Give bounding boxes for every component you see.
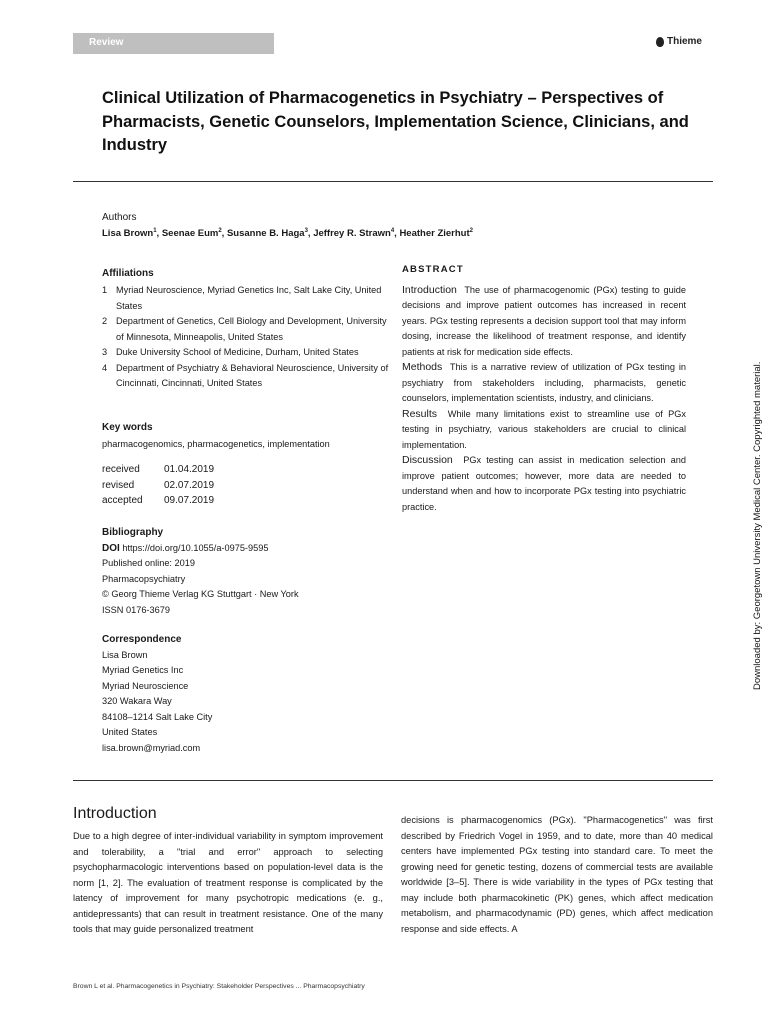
journal-name: Pharmacopsychiatry [102, 573, 186, 584]
date-value: 01.04.2019 [164, 464, 215, 475]
introduction-heading: Introduction [73, 805, 157, 822]
date-label: revised [102, 479, 135, 491]
section-label: Review [89, 37, 124, 48]
publisher-logo [656, 36, 702, 47]
abstract-divider [73, 780, 713, 781]
doi-label: DOI [102, 542, 120, 554]
introduction-text-left: Due to a high degree of inter-individual variability in symptom improvement and tolerability, a "trial and error" approach to selecting psychopharmacologic interventions based on population-level data is the norm [1, 2]. The evaluation of treatment response is complicated by the latency of improvement for many psychotropic medications (e. g., antidepressants) that can result in treatment resistance. One of the many tools that may guide personalized treatment [73, 831, 383, 934]
correspondence-line: United States [102, 727, 158, 737]
abstract-section-label: Discussion [402, 454, 453, 466]
abstract-block [402, 262, 686, 515]
abstract-section [402, 360, 686, 407]
date-row [102, 478, 214, 494]
affiliation-item [102, 361, 392, 392]
correspondence-line: Lisa Brown [102, 649, 148, 660]
correspondence-line: 84108–1214 Salt Lake City [102, 711, 213, 722]
doi-link[interactable]: https://doi.org/10.1055/a-0975-9595 [122, 542, 269, 553]
abstract-section-text: PGx testing can assist in medication selection and improve patient outcomes; however, more data are needed to understand when and how to incorporate PGx testing into psychiatric practice. [402, 455, 686, 512]
thieme-logo-icon [656, 37, 664, 47]
abstract-section-text: This is a narrative review of utilization of PGx testing in psychiatry from stakeholders including, pharmacists, genetic counselors, implementation scientists, industry, and clinicians. [402, 362, 686, 403]
correspondence-line: Myriad Neuroscience [102, 680, 189, 691]
affiliation-text: Myriad Neuroscience, Myriad Genetics Inc, Salt Lake City, United States [116, 285, 382, 311]
issn-line: ISSN 0176-3679 [102, 604, 170, 615]
abstract-section-label: Methods [402, 361, 443, 373]
correspondence-block [102, 632, 212, 756]
bibliography-heading: Bibliography [102, 527, 164, 538]
affiliation-number: 3 [102, 347, 108, 357]
date-value: 09.07.2019 [164, 495, 215, 506]
correspondence-line: Myriad Genetics Inc [102, 665, 184, 675]
abstract-section [402, 407, 686, 454]
keywords-heading: Key words [102, 422, 153, 433]
date-row [102, 462, 214, 478]
page-footer: Brown L et al. Pharmacogenetics in Psychiatry: Stakeholder Perspectives ... Pharmacopsychiatry [73, 983, 365, 990]
author-affiliation-mark: 2 [218, 228, 222, 234]
authors-heading: Authors [102, 212, 137, 223]
abstract-section-text: The use of pharmacogenomic (PGx) testing to guide decisions and improve patient outcomes has increased in recent years. PGx testing represents a decision support tool that may inform dosing, increase the likelihood of treatment response, and identify patients at risk for medication side effects. [402, 284, 686, 357]
author-affiliation-mark: 4 [390, 228, 395, 234]
affiliation-number: 4 [102, 362, 108, 373]
abstract-section-label: Results [402, 407, 438, 420]
affiliation-number: 2 [102, 316, 108, 326]
article-title: Clinical Utilization of Pharmacogenetics in Psychiatry – Perspectives of Pharmacists, Genetic Counselors, Implementation Science, Clinicians, and Industry [102, 89, 689, 154]
keywords-text: pharmacogenomics, pharmacogenetics, implementation [102, 439, 330, 449]
correspondence-heading: Correspondence [102, 634, 182, 645]
article-dates [102, 462, 214, 509]
published-date: Published online: 2019 [102, 558, 195, 568]
affiliation-item [102, 314, 392, 345]
authors-list: Lisa Brown$^1$, Seenae Eum$^2$, Susanne B. Haga$^3$, Jeffrey R. Strawn$^4$, Heather Zierhut$^2$ [102, 228, 473, 240]
affiliation-number: 1 [102, 285, 108, 295]
copyright-line: © Georg Thieme Verlag KG Stuttgart · New York [102, 589, 299, 599]
abstract-section [402, 283, 686, 361]
abstract-section-text: While many limitations exist to streamline use of PGx testing in psychiatry, various stakeholders are crucial to clinical implementation. [402, 408, 686, 450]
affiliations-list [102, 283, 392, 392]
download-watermark: Downloaded by: Georgetown University Medical Center. Copyrighted material. [752, 361, 763, 690]
author-affiliation-mark: 3 [304, 228, 308, 234]
abstract-section-label: Introduction [402, 283, 457, 296]
correspondence-email-link[interactable]: lisa.brown@myriad.com [102, 742, 201, 753]
author-affiliation-mark: 2 [469, 228, 473, 234]
correspondence-line: 320 Wakara Way [102, 696, 172, 706]
date-label: received [102, 464, 140, 475]
affiliation-item [102, 345, 392, 361]
affiliation-text: Department of Genetics, Cell Biology and Development, University of Minnesota, Minneapolis, United States [116, 316, 387, 342]
section-banner [73, 33, 274, 54]
abstract-heading: ABSTRACT [402, 264, 464, 275]
bibliography-block [102, 525, 299, 618]
affiliations-heading: Affiliations [102, 268, 154, 279]
affiliation-text: Department of Psychiatry & Behavioral Neuroscience, University of Cincinnati, Cincinnati, United States [116, 362, 389, 388]
date-row [102, 493, 214, 509]
author-name: Jeffrey R. Strawn [313, 228, 391, 240]
publisher-name: Thieme [666, 36, 702, 47]
date-label: accepted [102, 495, 143, 506]
author-affiliation-mark: 1 [153, 228, 157, 234]
date-value: 02.07.2019 [164, 479, 215, 491]
author-name: Susanne B. Haga [226, 228, 305, 240]
affiliation-text: Duke University School of Medicine, Durham, United States [116, 347, 359, 357]
affiliation-item [102, 283, 392, 314]
author-name: Lisa Brown [102, 228, 154, 240]
abstract-section [402, 453, 686, 515]
title-divider [73, 181, 713, 182]
doi-line [102, 541, 299, 557]
introduction-text-right: decisions is pharmacogenomics (PGx). "Pharmacogenetics" was first described by Friedrich Vogel in 1959, and to date, more than 40 medical centers have implemented PGx testing into standard care. To meet the growing need for genetic testing, dozens of commercial tests are available worldwide [3–5]. There is wide variability in the types of PGx testing that may include both pharmacokinetic (PK) genes, which affect medication metabolism, and pharmacodynamic (PD) genes, which affect medication response and side effects. A [401, 815, 713, 934]
author-name: Heather Zierhut [399, 228, 470, 240]
author-name: Seenae Eum [161, 228, 219, 240]
